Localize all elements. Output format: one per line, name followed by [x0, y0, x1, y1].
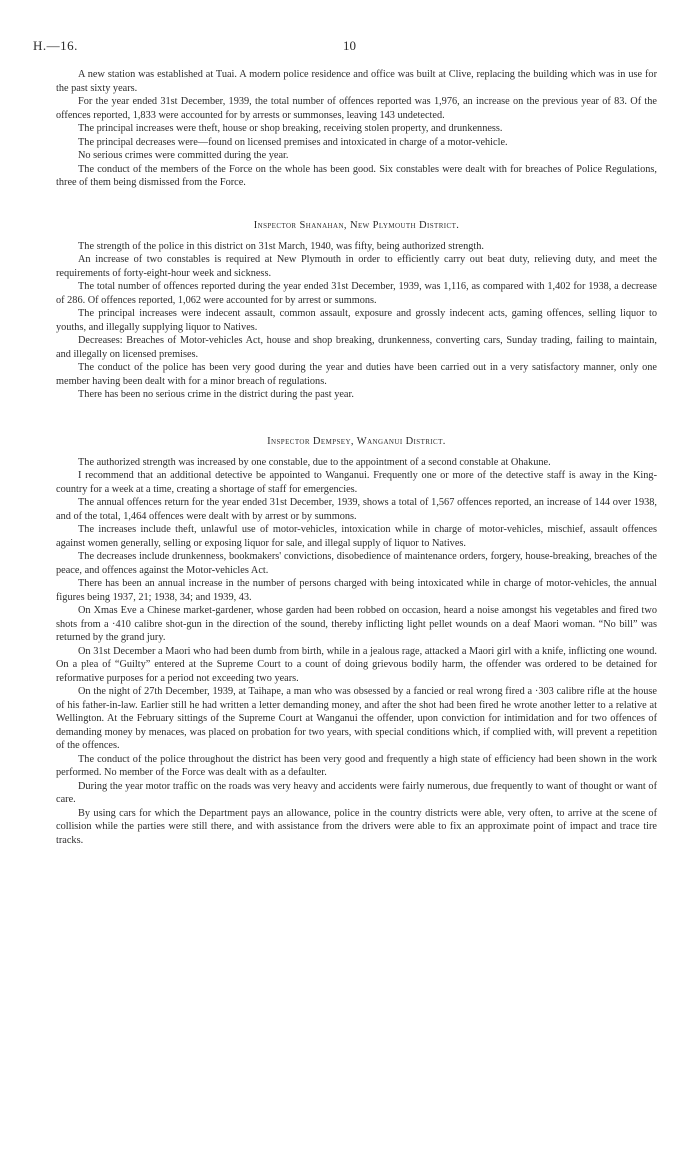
paragraph: The authorized strength was increased by one constable, due to the appointment of a second constable at Ohakune.	[78, 456, 551, 468]
section-new-plymouth	[56, 220, 657, 402]
paragraph: No serious crimes were committed during the year.	[78, 150, 289, 161]
paragraph: The conduct of the members of the Force on the whole has been good. Six constables were dealt with for breaches of Police Regulations, three of them being dismissed from the Force.	[56, 163, 657, 188]
paragraph: Decreases: Breaches of Motor-vehicles Act, house and shop breaking, drunkenness, converting cars, Sunday trading, failing to maintain, and illegally on licensed premises.	[56, 335, 657, 360]
paragraph: On Xmas Eve a Chinese market-gardener, whose garden had been robbed on occasion, heard a noise amongst his vegetables and fired two shots from a ·410 calibre shot-gun in the direction of the sound, thereby inflicting light pellet wounds on a deaf Maori woman. “No bill” was returned by the grand jury.	[56, 605, 657, 643]
paragraph: The annual offences return for the year ended 31st December, 1939, shows a total of 1,567 offences reported, an increase of 144 over 1938, and of the total, 1,464 offences were dealt with by arrest or by summons.	[56, 497, 657, 522]
paragraph: A new station was established at Tuai. A modern police residence and office was built at Clive, replacing the building which was in use for the past sixty years.	[56, 69, 657, 94]
paragraph: An increase of two constables is required at New Plymouth in order to efficiently carry out beat duty, relieving duty, and meet the requirements of forty-eight-hour week and sickness.	[56, 254, 657, 279]
paragraph: On 31st December a Maori who had been dumb from birth, while in a jealous rage, attacked a Maori girl with a knife, inflicting one wound. On a plea of “Guilty” entered at the Supreme Court to a count of doing grievous bodily harm, the offender was ordered to be detained for reformative purposes for a period not exceeding two years.	[56, 645, 657, 684]
paragraph: There has been an annual increase in the number of persons charged with being intoxicated while in charge of motor-vehicles, the annual figures being 1937, 21; 1938, 34; and 1939, 43.	[56, 578, 657, 603]
document-reference: H.—16.	[33, 38, 78, 53]
paragraph: The increases include theft, unlawful use of motor-vehicles, intoxication while in charge of motor-vehicles, mischief, assault offences against women generally, selling or exposing liquor for sale, and illegal supply of liquor to Natives.	[56, 524, 657, 549]
paragraph: The conduct of the police has been very good during the year and duties have been carried out in a very satisfactory manner, only one member having been dealt with for a minor breach of regulations.	[56, 362, 657, 387]
paragraph: For the year ended 31st December, 1939, the total number of offences reported was 1,976, an increase on the previous year of 83. Of the offences reported, 1,833 were accounted for by arrests or summonses, leaving 143 undetected.	[56, 96, 657, 121]
paragraph: During the year motor traffic on the roads was very heavy and accidents were fairly numerous, due frequently to want of thought or want of care.	[56, 780, 657, 805]
paragraph: The decreases include drunkenness, bookmakers' convictions, disobedience of maintenance orders, forgery, house-breaking, breaches of the peace, and offences against the Motor-vehicles Act.	[56, 551, 657, 576]
paragraph: The strength of the police in this district on 31st March, 1940, was fifty, being authorized strength.	[78, 240, 484, 252]
section-heading: Inspector Shanahan, New Plymouth District.	[253, 219, 460, 231]
section-wanganui	[56, 436, 657, 848]
paragraph: On the night of 27th December, 1939, at Taihape, a man who was obsessed by a fancied or real wrong fired a ·303 calibre rifle at the house of his father-in-law. Earlier still he had written a letter demanding money, and after the shot had been fired he wrote another letter to a relative at Wellington. At the February sittings of the Supreme Court at Wanganui the offender, upon conviction for intimidation and for two offences of demanding money by menaces, was placed on probation for two years, with special conditions which, if complied with, will prevent a repetition of the offences.	[56, 686, 657, 751]
running-header	[33, 38, 657, 60]
paragraph: I recommend that an additional detective be appointed to Wanganui. Frequently one or more of the detective staff is away in the King-country for a week at a time, creating a shortage of staff for emergencies.	[56, 470, 657, 495]
paragraph: There has been no serious crime in the district during the past year.	[78, 389, 354, 400]
section-heading: Inspector Dempsey, Wanganui District.	[267, 435, 446, 447]
paragraph: By using cars for which the Department pays an allowance, police in the country districts were able, very often, to arrive at the scene of collision while the parties were still there, and with assistance from the drivers were able to fix an approximate point of impact and trace tire tracks.	[56, 807, 657, 846]
page-number: 10	[343, 38, 356, 53]
paragraph: The conduct of the police throughout the district has been very good and frequently a high state of efficiency had been shown in the work performed. No member of the Force was dealt with as a defaulter.	[56, 753, 657, 778]
paragraph: The principal increases were theft, house or shop breaking, receiving stolen property, and drunkenness.	[78, 123, 503, 134]
paragraph: The principal decreases were—found on licensed premises and intoxicated in charge of a motor-vehicle.	[78, 136, 508, 148]
paragraph: The principal increases were indecent assault, common assault, exposure and grossly indecent acts, gaming offences, selling liquor to youths, and illegally supplying liquor to Natives.	[56, 308, 657, 333]
paragraph: The total number of offences reported during the year ended 31st December, 1939, was 1,116, as compared with 1,402 for 1938, a decrease of 286. Of offences reported, 1,062 were accounted for by arrest or summons.	[56, 281, 657, 306]
section-continuation	[56, 68, 657, 190]
